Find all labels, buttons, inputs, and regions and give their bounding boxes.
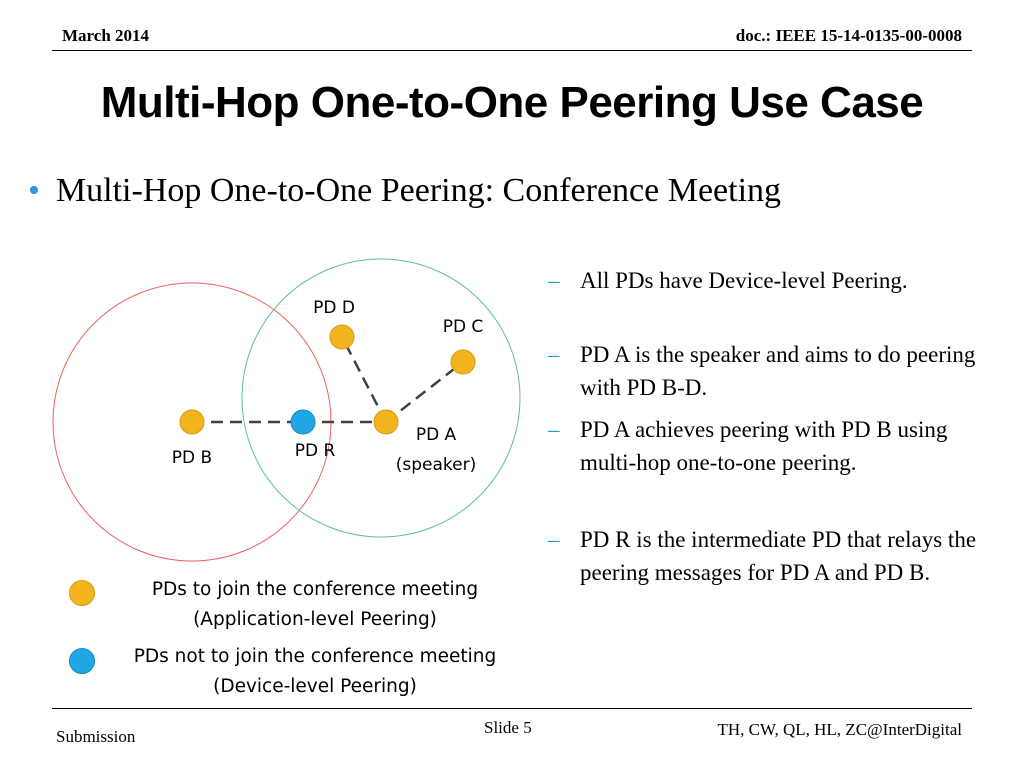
- dash-icon: –: [548, 527, 560, 552]
- range-circle-pd-a: [242, 259, 520, 537]
- legend-non-participant-icon: [69, 648, 95, 674]
- sub-bullet-1: – All PDs have Device-level Peering.: [548, 264, 988, 297]
- main-bullet-text: Multi-Hop One-to-One Peering: Conference Meeting: [55, 172, 782, 209]
- header-date: March 2014: [62, 26, 150, 45]
- header-rule: [52, 50, 972, 51]
- link-a-c: [386, 362, 463, 422]
- label-pd-b: PD B: [171, 448, 213, 468]
- dash-icon: –: [548, 342, 560, 367]
- main-bullet: [28, 172, 781, 210]
- label-pd-c: PD C: [442, 317, 484, 337]
- label-pd-a-role: (speaker): [395, 455, 477, 475]
- label-pd-r: PD R: [294, 441, 336, 461]
- footer-submission: Submission: [56, 727, 136, 746]
- footer-authors: TH, CW, QL, HL, ZC@InterDigital: [717, 720, 962, 739]
- legend-non-participant-text: PDs not to join the conference meeting (Device-level Peering): [133, 646, 497, 697]
- node-pd-b: [180, 410, 204, 434]
- link-a-d: [342, 337, 386, 422]
- header-doc-id: doc.: IEEE 15-14-0135-00-0008: [735, 26, 962, 45]
- bullet-dot-icon: •: [28, 172, 40, 209]
- node-pd-d: [330, 325, 354, 349]
- footer-rule: [52, 708, 972, 709]
- footer-slide-number: Slide 5: [484, 718, 532, 737]
- slide-title: Multi-Hop One-to-One Peering Use Case: [100, 78, 924, 127]
- label-pd-d: PD D: [313, 298, 355, 318]
- legend-participant-text: PDs to join the conference meeting (Application-level Peering): [151, 579, 479, 630]
- sub-bullet-4: – PD R is the intermediate PD that relays the peering messages for PD A and PD B.: [548, 523, 988, 589]
- sub-bullet-2: – PD A is the speaker and aims to do peering with PD B-D.: [548, 338, 988, 404]
- node-pd-r: [291, 410, 315, 434]
- node-pd-c: [451, 350, 475, 374]
- label-pd-a: PD A: [415, 425, 457, 445]
- node-pd-a: [374, 410, 398, 434]
- sub-bullet-3: – PD A achieves peering with PD B using multi-hop one-to-one peering.: [548, 413, 988, 479]
- legend-participant-icon: [69, 580, 95, 606]
- dash-icon: –: [548, 268, 560, 293]
- dash-icon: –: [548, 417, 560, 442]
- peering-diagram: [0, 240, 540, 570]
